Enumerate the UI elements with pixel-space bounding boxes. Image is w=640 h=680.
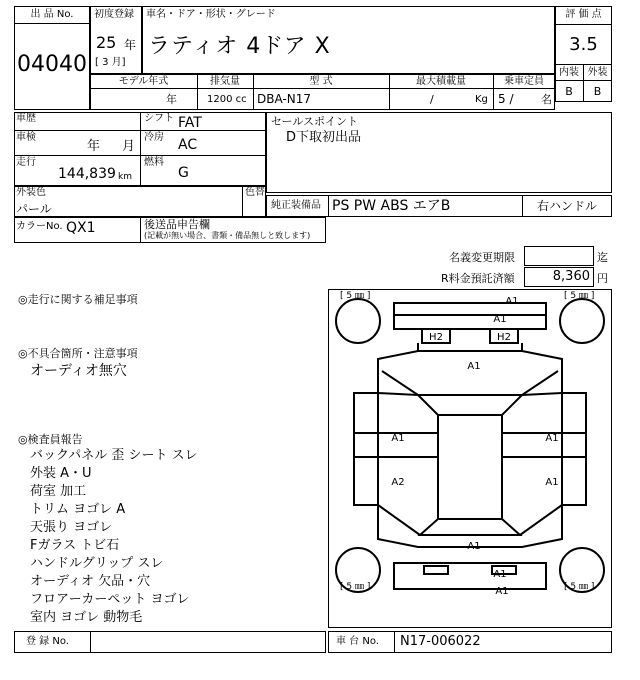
color-vline <box>242 186 243 217</box>
defect-line: オーディオ無穴 <box>30 363 127 379</box>
max-load-separator: / <box>430 93 434 106</box>
fuel: G <box>178 165 189 181</box>
declaration-label: 後送品申告欄 <box>144 218 210 231</box>
name-change-unit: 迄 <box>597 251 608 264</box>
chassis-vline <box>394 631 395 653</box>
windshield-outline <box>418 395 522 415</box>
inspector-notes-heading: ◎検査員報告 <box>18 433 83 446</box>
tire-label-front-left: [ 5 ㎜ ] <box>340 291 371 301</box>
mileage-label: 走行 <box>16 157 36 168</box>
equipment-label: 純正装備品 <box>271 200 321 211</box>
capacity: 5 / <box>498 92 514 106</box>
registration-month: [ 3 月] <box>95 57 126 68</box>
equip-vline <box>522 195 523 217</box>
model-type: DBA-N17 <box>257 92 311 106</box>
mark-rear-door-left: A2 <box>391 477 405 488</box>
color-no-label: カラーNo. <box>16 221 63 232</box>
displacement-label: 排気量 <box>210 76 240 87</box>
inspector-line: バックパネル 歪 シート スレ <box>30 448 198 463</box>
repaint-label: 色替 <box>245 187 265 198</box>
grade-label-divider <box>555 24 612 25</box>
aircon: AC <box>178 137 198 153</box>
inspector-line: オーディオ 欠品・穴 <box>30 574 151 589</box>
spec-table-hline <box>90 88 555 89</box>
defect-notes-heading: ◎不具合箇所・注意事項 <box>18 347 138 360</box>
sales-point-label: セールスポイント <box>271 115 359 128</box>
recycle-amount: 8,360 <box>552 269 590 284</box>
color-no: QX1 <box>66 220 96 236</box>
chassis-no-label: 車 台 No. <box>336 636 379 647</box>
registration-year: 25 <box>96 33 117 52</box>
shift: FAT <box>178 115 202 131</box>
first-registration-label: 初度登録 <box>94 9 134 20</box>
mark-trunk: A1 <box>467 541 481 552</box>
mileage-unit: km <box>118 172 132 182</box>
capacity-unit: 名 <box>541 93 552 106</box>
roof-outline <box>438 415 502 519</box>
mark-rear-bumper: A1 <box>493 569 507 580</box>
type-label: 型 式 <box>309 76 333 87</box>
lot-number-label: 出 品 No. <box>30 9 74 20</box>
inspector-line: 荷室 加工 <box>30 484 87 499</box>
name-change-field <box>524 246 594 266</box>
detail-vline <box>140 112 141 186</box>
rear-bumper-outline <box>394 563 546 589</box>
mark-rear-door-right: A1 <box>545 477 559 488</box>
capacity-label: 乗車定員 <box>504 76 544 87</box>
mark-front-bumper: A1 <box>493 314 507 325</box>
model-year-label: モデル年式 <box>118 76 169 87</box>
fuel-label: 燃料 <box>144 157 164 168</box>
mark-hood: A1 <box>467 361 481 372</box>
hood-outline <box>382 371 558 395</box>
car-diagram <box>328 289 612 628</box>
inspector-line: 外装 A・U <box>30 466 92 481</box>
tire-front-right <box>560 299 604 343</box>
inspection-month-unit: 月 <box>122 139 136 154</box>
grade-sub-hline <box>555 80 612 81</box>
recycle-label: R料金預託済額 <box>441 272 515 285</box>
inspector-line: 室内 ヨゴレ 動物毛 <box>30 610 143 625</box>
registration-year-unit: 年 <box>124 38 137 52</box>
mileage: 144,839 <box>58 166 116 182</box>
inspector-line: トリム ヨゴレ A <box>30 502 126 517</box>
body-outline <box>354 343 586 547</box>
inspection-year-unit: 年 <box>87 139 101 154</box>
exterior-grade: B <box>593 85 602 98</box>
inspection-label: 車検 <box>16 132 36 143</box>
inspector-line: フロアーカーペット ヨゴレ <box>30 592 190 607</box>
reg-no-vline <box>90 631 91 653</box>
declaration-note: (記載が無い場合、書類・備品無しと致します) <box>144 231 311 240</box>
tire-label-rear-left: [ 5 ㎜ ] <box>340 582 371 592</box>
max-load-label: 最大積載量 <box>416 76 466 87</box>
mark-front-door-left: A1 <box>391 433 405 444</box>
tire-label-front-right: [ 5 ㎜ ] <box>564 291 595 301</box>
inspector-line: ハンドルグリップ スレ <box>30 556 164 571</box>
inspector-line: Fガラス トビ石 <box>30 538 120 553</box>
recycle-unit: 円 <box>597 272 608 285</box>
rear-window-outline <box>420 519 520 535</box>
max-load-unit: Kg <box>475 94 488 105</box>
steering: 右ハンドル <box>537 199 598 213</box>
door-lines <box>354 393 586 505</box>
exterior-grade-label: 外装 <box>587 67 608 78</box>
exterior-color-label: 外装色 <box>16 187 46 198</box>
inspector-line: 天張り ヨゴレ <box>30 520 113 535</box>
tire-label-rear-right: [ 5 ㎜ ] <box>564 582 595 592</box>
name-change-label: 名義変更期限 <box>449 251 515 264</box>
registration-no-label: 登 録 No. <box>26 636 69 647</box>
model-year-unit: 年 <box>166 93 177 106</box>
color-no-vline <box>140 217 141 243</box>
interior-grade-label: 内装 <box>559 67 579 78</box>
car-name-label: 車名・ドア・形状・グレード <box>146 9 276 20</box>
mark-headlight-left: H2 <box>429 332 443 343</box>
exterior-color: パール <box>16 202 52 216</box>
displacement: 1200 cc <box>207 94 247 105</box>
interior-grade: B <box>565 85 573 98</box>
chassis-no: N17-006022 <box>400 634 481 649</box>
sales-point: D下取初出品 <box>286 130 362 145</box>
lot-number: 04040 <box>17 52 87 77</box>
mark-rear-bumper-bottom: A1 <box>495 586 509 597</box>
aircon-label: 冷房 <box>144 132 164 143</box>
front-bumper-outline <box>394 303 546 329</box>
car-name: ラティオ 4ドア X <box>148 34 331 59</box>
mark-front-door-right: A1 <box>545 433 559 444</box>
equipment: PS PW ABS エアB <box>332 198 451 214</box>
grade-label: 評 価 点 <box>565 9 602 20</box>
running-notes-heading: ◎走行に関する補足事項 <box>18 293 138 306</box>
shift-label: シフト <box>144 113 174 124</box>
mark-headlight-right: H2 <box>497 332 511 343</box>
mark-front-bumper-top: A1 <box>505 296 519 307</box>
tire-front-left <box>336 299 380 343</box>
license-plate-outline <box>424 566 448 574</box>
exterior-color-box <box>14 186 266 217</box>
overall-grade: 3.5 <box>569 34 598 55</box>
equip-vline <box>328 195 329 217</box>
history-label: 車歴 <box>16 113 36 124</box>
